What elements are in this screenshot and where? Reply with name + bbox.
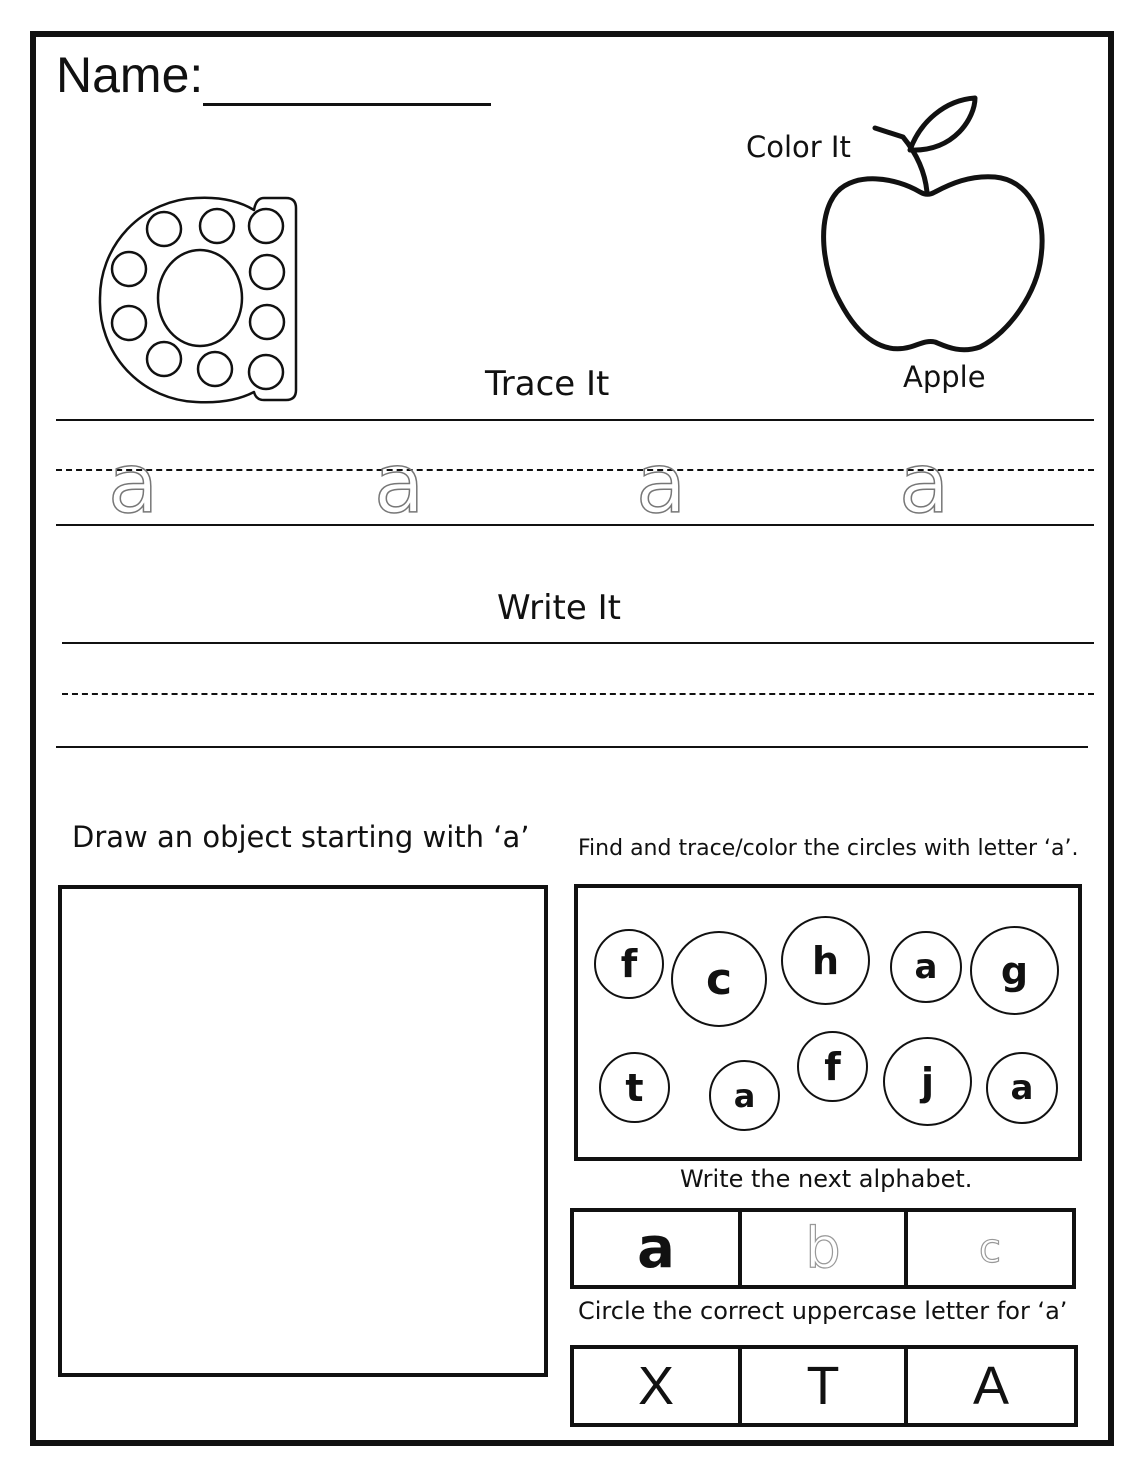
- dot-circle: [147, 212, 181, 246]
- dot-circle: [147, 342, 181, 376]
- dot-circle: [249, 355, 283, 389]
- write-it-heading: Write It: [497, 588, 621, 628]
- trace-letter[interactable]: a: [374, 437, 425, 532]
- write-top-line[interactable]: [62, 642, 1094, 644]
- letter-bubble[interactable]: c: [671, 931, 767, 1027]
- write-base-line[interactable]: [56, 746, 1088, 748]
- sequence-cell-trace[interactable]: c: [904, 1212, 1072, 1285]
- uppercase-prompt: Circle the correct uppercase letter for ‘a’: [578, 1297, 1068, 1325]
- trace-it-heading: Trace It: [485, 364, 610, 404]
- dot-circle: [198, 352, 232, 386]
- letter-bubble[interactable]: a: [709, 1060, 780, 1131]
- dot-circle: [112, 306, 146, 340]
- letter-bubble[interactable]: a: [890, 931, 962, 1003]
- trace-top-line: [56, 419, 1094, 421]
- dot-circle: [112, 252, 146, 286]
- apple-label: Apple: [903, 360, 986, 394]
- next-alphabet-prompt: Write the next alphabet.: [680, 1165, 973, 1193]
- draw-prompt: Draw an object starting with ‘a’: [72, 820, 530, 854]
- letter-bubble[interactable]: g: [970, 926, 1059, 1015]
- dot-circle: [250, 255, 284, 289]
- trace-letter[interactable]: a: [899, 437, 950, 532]
- uppercase-row: [570, 1345, 1078, 1427]
- letter-bubble[interactable]: t: [599, 1052, 670, 1123]
- letter-bubble[interactable]: f: [594, 929, 664, 999]
- dot-circle: [250, 305, 284, 339]
- letter-bubble[interactable]: h: [781, 916, 870, 1005]
- dot-circle: [158, 250, 242, 346]
- color-it-label: Color It: [746, 130, 851, 164]
- apple-icon[interactable]: [815, 92, 1055, 360]
- dot-letter-a-icon[interactable]: [96, 194, 306, 406]
- sequence-cell-given: a: [637, 1216, 675, 1281]
- dot-circle: [249, 209, 283, 243]
- write-mid-line[interactable]: [62, 693, 1094, 695]
- uppercase-option[interactable]: T: [738, 1349, 904, 1423]
- uppercase-option[interactable]: X: [637, 1356, 675, 1416]
- drawing-box[interactable]: [58, 885, 548, 1377]
- dot-circle: [200, 209, 234, 243]
- letter-bubble[interactable]: a: [986, 1052, 1058, 1124]
- trace-letter[interactable]: a: [108, 437, 159, 532]
- letter-bubble[interactable]: f: [797, 1031, 868, 1102]
- uppercase-option[interactable]: A: [904, 1349, 1074, 1423]
- sequence-cell-trace[interactable]: b: [738, 1212, 904, 1285]
- sequence-row: [570, 1208, 1076, 1289]
- find-prompt: Find and trace/color the circles with letter ‘a’.: [578, 836, 1079, 861]
- name-input-line[interactable]: [203, 103, 491, 106]
- trace-letter[interactable]: a: [636, 437, 687, 532]
- name-label: Name:: [56, 47, 204, 103]
- letter-bubble[interactable]: j: [883, 1037, 972, 1126]
